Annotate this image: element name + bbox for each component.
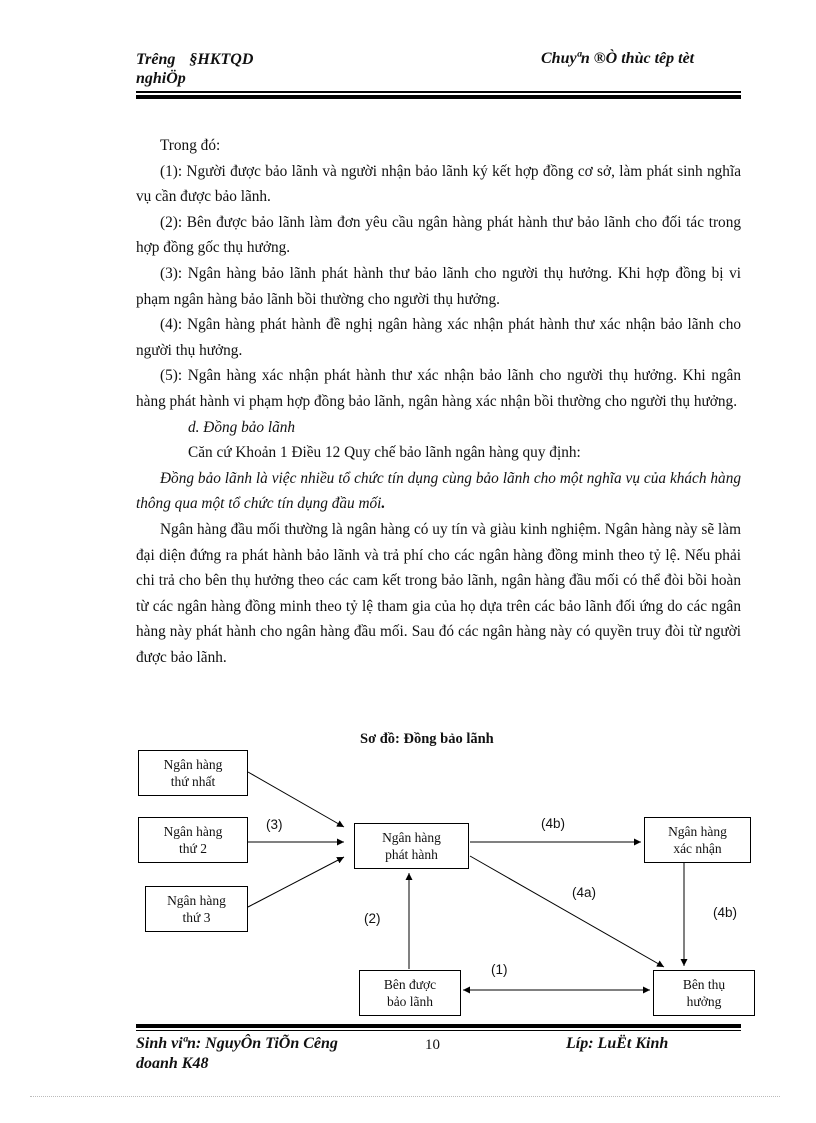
paragraph-2: (2): Bên được bảo lãnh làm đơn yêu cầu ngân hàng phát hành thư bảo lãnh cho đối tác trong hợp đồng gốc thụ hưởng. — [136, 213, 741, 257]
box-bank-2-line2: thứ 2 — [179, 841, 207, 856]
label-2: (2) — [364, 911, 381, 926]
box-guaranteed-line2: bảo lãnh — [386, 994, 434, 1009]
box-bank-1-line1: Ngân hàng — [163, 757, 223, 772]
box-beneficiary — [653, 970, 755, 1016]
box-bank-1-line2: thứ nhất — [170, 774, 216, 789]
box-beneficiary-line1: Bên thụ — [682, 977, 726, 992]
paragraph-4: (4): Ngân hàng phát hành đề nghị ngân hàng xác nhận phát hành thư xác nhận bảo lãnh cho người thụ hưởng. — [136, 316, 741, 359]
page-bottom-dotted-line — [30, 1096, 780, 1097]
footer-student-line2: doanh K48 — [136, 1055, 209, 1072]
footer-rule-thin — [136, 1030, 741, 1031]
explanation-paragraph: Ngân hàng đầu mối thường là ngân hàng có uy tín và giàu kinh nghiệm. Ngân hàng này sẽ làm đại diện đứng ra phát hành bảo lãnh và trả phí cho các ngân hàng đồng minh theo tỷ lệ. Nếu phải chi trả cho bên thụ hưởng theo các cam kết trong bảo lãnh, ngân hàng đầu mối có thể đòi bồi hoàn từ các ngân hàng đồng minh theo tỷ lệ tham gia của họ dựa trên các bảo lãnh đối ứng do các ngân hàng này phát hành cho ngân hàng đầu mối. Sau đó các ngân hàng này có quyền truy đòi từ người được bảo lãnh. — [136, 520, 741, 666]
diagram-title: Sơ đồ: Đồng bảo lãnh — [360, 731, 494, 747]
box-guaranteed-party — [359, 970, 461, 1016]
box-bank-3 — [145, 886, 248, 932]
definition-end: . — [381, 495, 386, 513]
label-4b-right: (4b) — [713, 905, 738, 920]
label-4a: (4a) — [572, 885, 597, 900]
arrow-bank3-to-issuing — [248, 857, 344, 907]
box-bank-3-line2: thứ 3 — [182, 910, 211, 925]
paragraph-1: (1): Người được bảo lãnh và người nhận bảo lãnh ký kết hợp đồng cơ sở, làm phát sinh nghĩa vụ cần được bảo lãnh. — [136, 162, 741, 206]
box-confirming-line2: xác nhận — [673, 841, 722, 856]
box-bank-2-line1: Ngân hàng — [163, 824, 223, 839]
label-4b-top: (4b) — [541, 816, 566, 831]
definition-text: Đồng bảo lãnh là việc nhiều tổ chức tín dụng cùng bảo lãnh cho một nghĩa vụ của khách hàng thông qua một tổ chức tín dụng đầu mối — [136, 469, 741, 513]
arrow-issuing-to-beneficiary — [470, 856, 664, 967]
footer-rule-thick — [136, 1024, 741, 1028]
box-issuing-bank — [354, 823, 469, 869]
header-title: Chuyªn ®Ò thùc têp tèt — [541, 50, 695, 67]
box-beneficiary-line2: hưởng — [686, 994, 722, 1009]
header-school-b: §HKTQD — [189, 51, 254, 68]
intro-line: Trong đó: — [160, 137, 221, 154]
box-bank-1 — [138, 750, 248, 796]
footer-class: Líp: LuËt Kinh — [566, 1035, 669, 1052]
box-guaranteed-line1: Bên được — [383, 977, 437, 992]
paragraph-5: (5): Ngân hàng xác nhận phát hành thư xác nhận bảo lãnh cho người thụ hưởng. Khi ngân hàng phát hành vi phạm hợp đồng bảo lãnh, ngân hàng xác nhận bồi thường cho người thụ hưởng. — [136, 367, 741, 410]
box-bank-3-line1: Ngân hàng — [167, 893, 226, 908]
arrow-bank1-to-issuing — [248, 772, 344, 827]
footer-student — [136, 1034, 338, 1074]
label-1: (1) — [491, 962, 508, 977]
box-confirming-bank — [644, 817, 751, 863]
box-issuing-line2: phát hành — [385, 847, 438, 862]
footer-student-line1: Sinh viªn: NguyÔn TiÕn Cêng — [136, 1035, 338, 1052]
legal-basis: Căn cứ Khoản 1 Điều 12 Quy chế bảo lãnh ngân hàng quy định: — [188, 444, 581, 462]
section-heading-d: d. Đồng bảo lãnh — [188, 418, 296, 436]
paragraph-3: (3): Ngân hàng bảo lãnh phát hành thư bảo lãnh cho người thụ hưởng. Khi hợp đồng bị vi phạm ngân hàng bảo lãnh bồi thường cho người thụ hưởng. — [136, 264, 741, 308]
page-number: 10 — [425, 1037, 440, 1053]
header-school-line2: nghiÖp — [136, 70, 186, 87]
label-3: (3) — [266, 817, 283, 832]
header-school-a: Trêng — [136, 51, 176, 68]
box-confirming-line1: Ngân hàng — [668, 824, 727, 839]
box-issuing-line1: Ngân hàng — [382, 830, 441, 845]
box-bank-2 — [138, 817, 248, 863]
